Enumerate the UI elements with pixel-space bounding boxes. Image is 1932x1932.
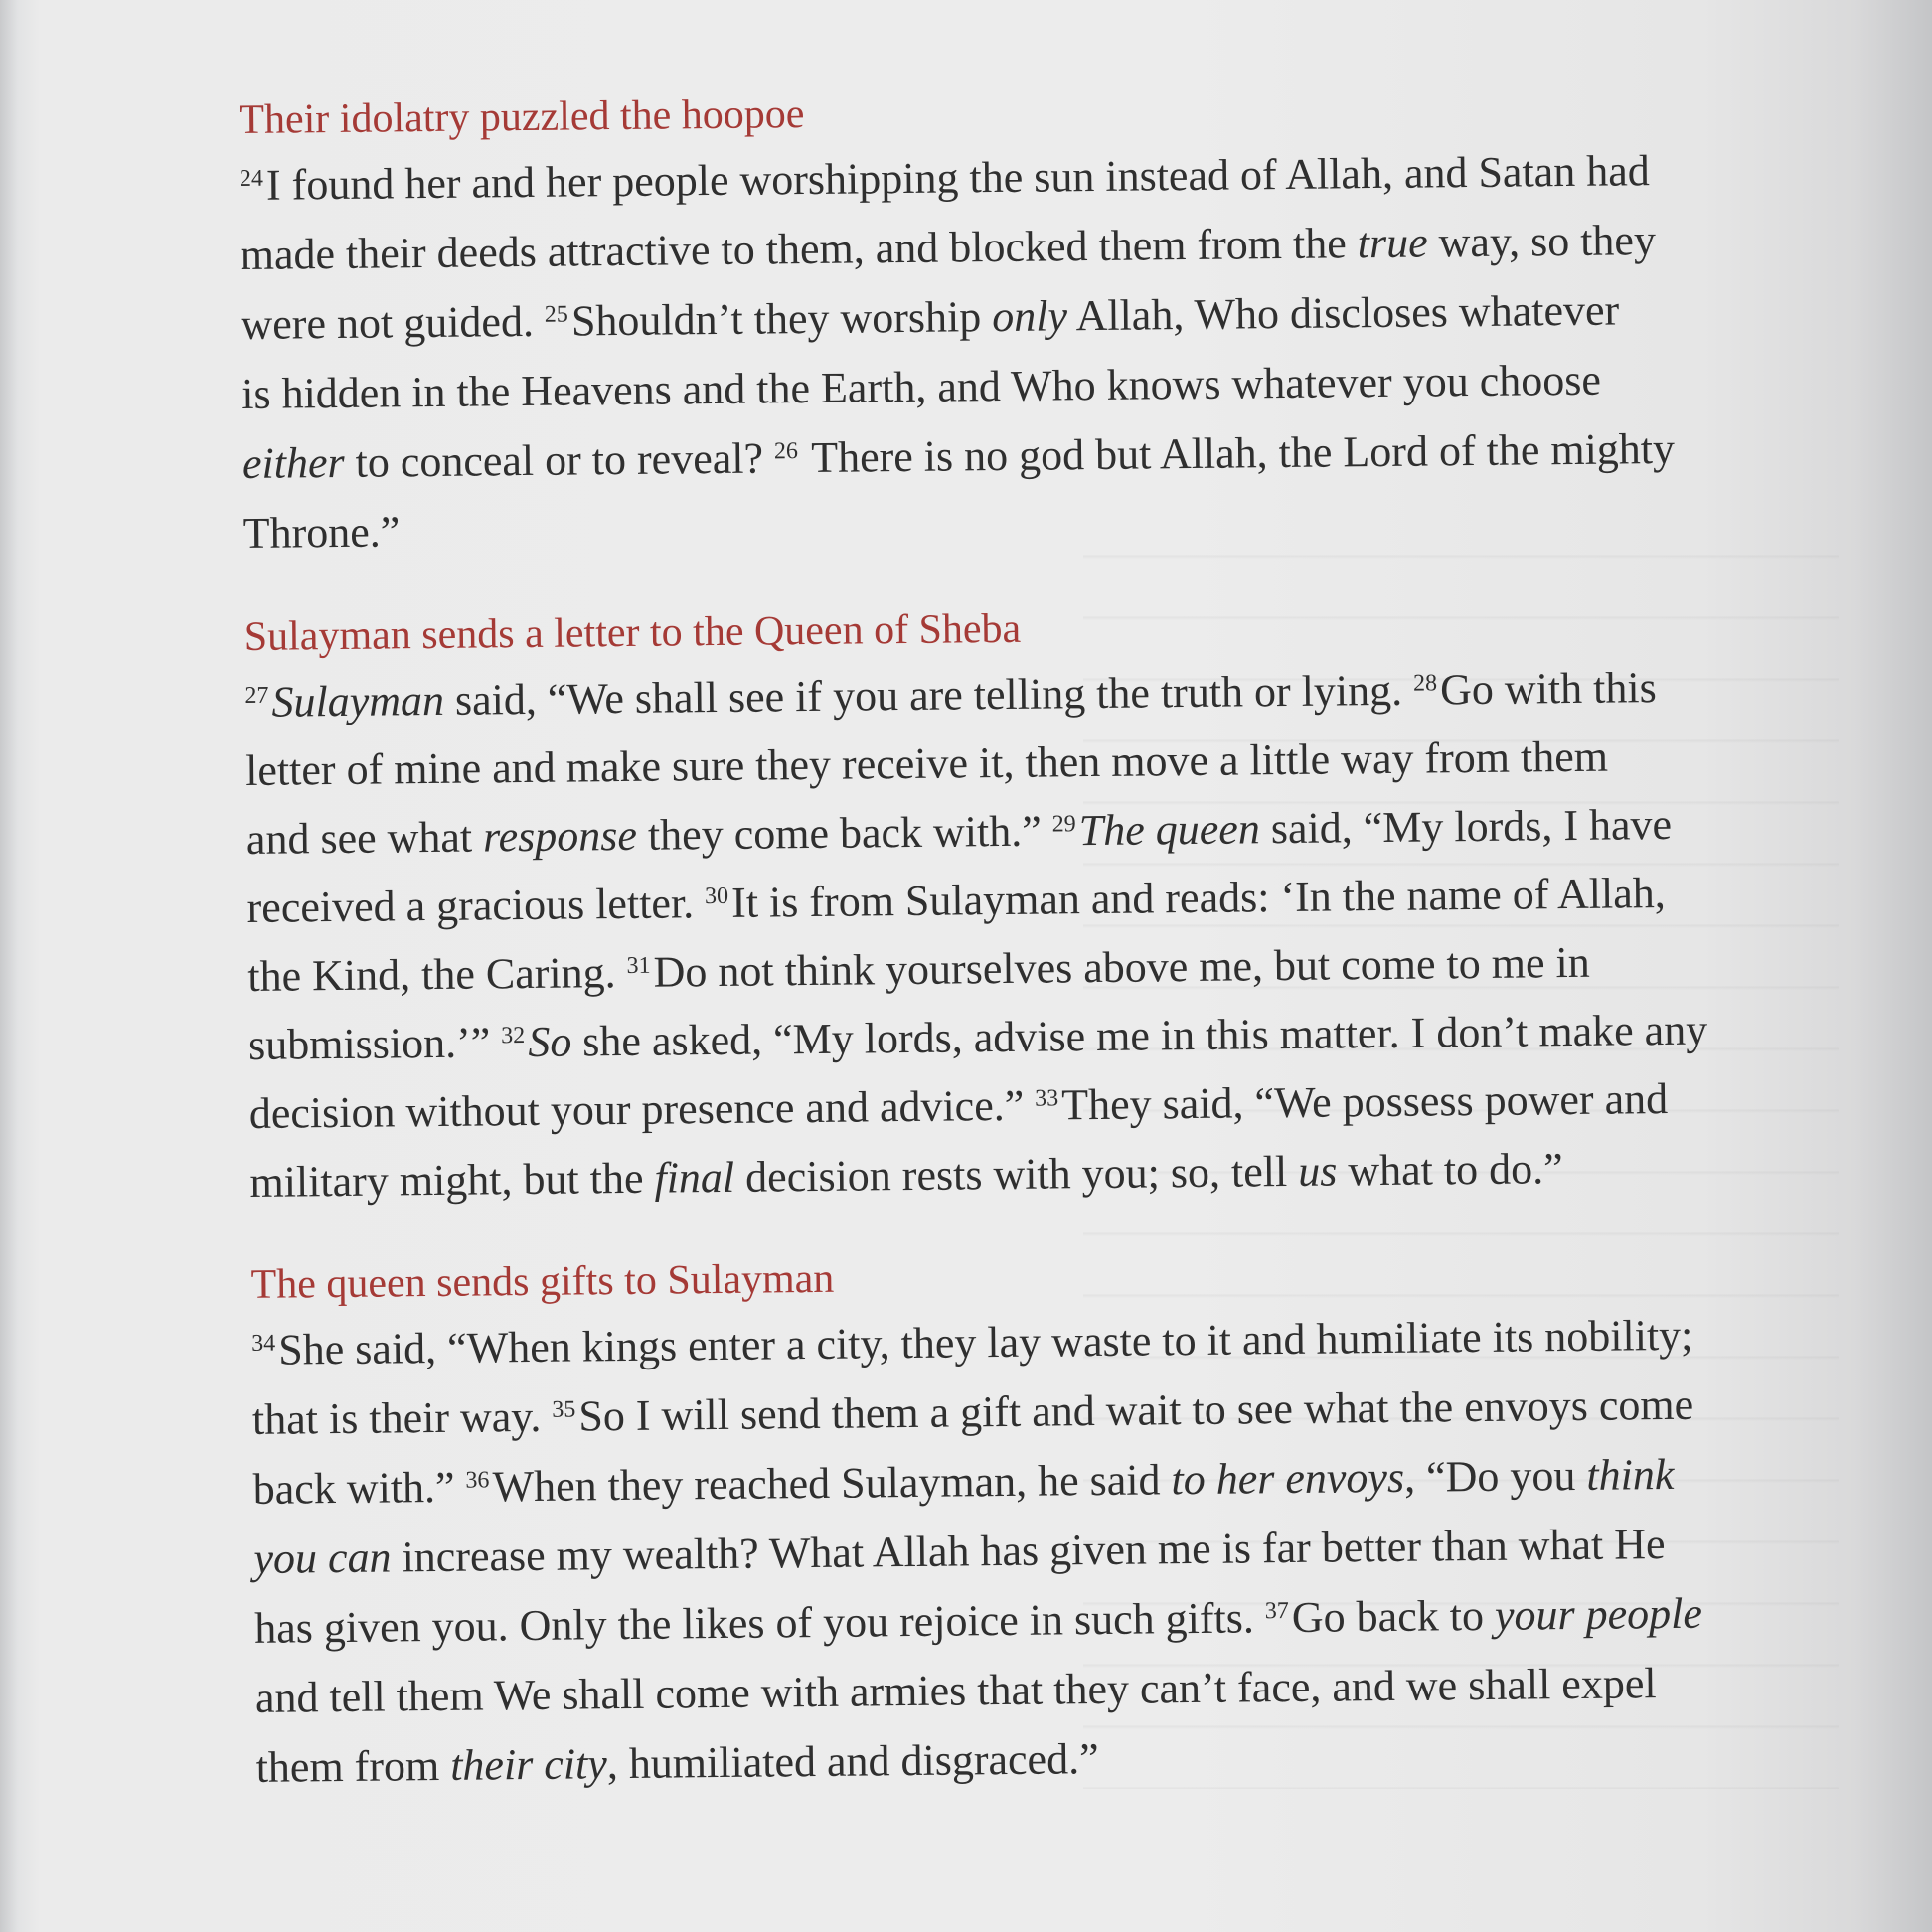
emphasis-text: Sulayman bbox=[271, 675, 445, 726]
text-segment: the Kind, the Caring. bbox=[247, 947, 627, 1001]
emphasis-text: your people bbox=[1494, 1588, 1703, 1640]
verse-number: 27 bbox=[244, 682, 269, 709]
verse-number: 29 bbox=[1051, 811, 1076, 838]
text-segment: Throne.” bbox=[242, 507, 401, 558]
text-segment: There is no god but Allah, the Lord of the mighty bbox=[800, 423, 1676, 483]
emphasis-text: So bbox=[528, 1017, 572, 1067]
text-segment: They said, “We possess power and bbox=[1060, 1073, 1669, 1130]
emphasis-text: response bbox=[482, 810, 638, 862]
text-segment: Go with this bbox=[1439, 663, 1657, 715]
text-segment: When they reached Sulayman, he said bbox=[492, 1455, 1172, 1512]
text-segment: So I will send them a gift and wait to see what the envoys come bbox=[578, 1379, 1694, 1441]
emphasis-text: only bbox=[991, 291, 1068, 342]
text-segment: said, “My lords, I have bbox=[1259, 799, 1673, 854]
emphasis-text: final bbox=[654, 1152, 735, 1203]
verse-number: 28 bbox=[1412, 670, 1438, 697]
verse-number: 26 bbox=[773, 438, 799, 465]
text-segment: increase my wealth? What Allah has given me is far better than what He bbox=[391, 1520, 1666, 1582]
text-segment: She said, “When kings enter a city, they lay waste to it and humiliate its nobility; bbox=[278, 1310, 1693, 1374]
emphasis-text: their city bbox=[449, 1739, 608, 1790]
text-segment: Shouldn’t they worship bbox=[570, 292, 993, 346]
text-segment: Go back to bbox=[1291, 1590, 1496, 1642]
text-segment: , “Do you bbox=[1403, 1450, 1587, 1502]
text-segment: Allah, Who discloses whatever bbox=[1066, 285, 1620, 341]
verse-number: 35 bbox=[552, 1396, 576, 1423]
emphasis-text: The queen bbox=[1078, 804, 1261, 856]
emphasis-text: think bbox=[1586, 1449, 1675, 1500]
text-segment: received a gracious letter. bbox=[246, 879, 706, 932]
section-gifts bbox=[250, 1237, 1847, 1803]
text-segment: decision without your presence and advice.” bbox=[248, 1080, 1036, 1138]
text-segment: and tell them We shall come with armies that they can’t face, and we shall expel bbox=[254, 1659, 1657, 1722]
verse-number: 36 bbox=[465, 1467, 490, 1494]
page-content bbox=[239, 73, 1847, 1841]
text-segment: said, “We shall see if you are telling the truth or lying. bbox=[443, 665, 1414, 724]
text-segment: is hidden in the Heavens and the Earth, and Who knows whatever you choose bbox=[241, 355, 1602, 418]
text-segment: military might, but the bbox=[249, 1153, 655, 1207]
section-hoopoe bbox=[239, 73, 1834, 568]
text-segment: Do not think yourselves above me, but come to me in bbox=[653, 937, 1590, 997]
text-segment: way, so they bbox=[1427, 216, 1657, 267]
text-segment: that is their way. bbox=[251, 1391, 553, 1444]
emphasis-text: you can bbox=[253, 1532, 392, 1583]
section-letter bbox=[243, 589, 1840, 1216]
text-segment: to conceal or to reveal? bbox=[344, 433, 775, 487]
section-heading: Their idolatry puzzled the hoopoe bbox=[239, 91, 805, 143]
emphasis-text: to her envoys bbox=[1171, 1452, 1405, 1505]
verse-number: 31 bbox=[626, 952, 651, 979]
verse-number: 30 bbox=[704, 883, 729, 910]
verse-number: 25 bbox=[544, 301, 568, 328]
emphasis-text: either bbox=[242, 437, 345, 488]
verse-number: 34 bbox=[251, 1330, 276, 1357]
section-body bbox=[244, 651, 1841, 1216]
text-segment: them from bbox=[255, 1740, 451, 1792]
verse-number: 33 bbox=[1035, 1085, 1059, 1112]
text-segment: and see what bbox=[245, 812, 484, 864]
verse-number: 37 bbox=[1264, 1598, 1289, 1625]
text-segment: , humiliated and disgraced.” bbox=[606, 1734, 1099, 1789]
text-segment: made their deeds attractive to them, and blocked them from the bbox=[240, 219, 1358, 279]
text-segment: It is from Sulayman and reads: ‘In the name of Allah, bbox=[730, 869, 1666, 927]
text-segment: what to do.” bbox=[1337, 1144, 1563, 1196]
text-segment: letter of mine and make sure they receive it, then move a little way from them bbox=[244, 731, 1609, 795]
text-segment: I found her and her people worshipping the sun instead of Allah, and Satan had bbox=[265, 146, 1650, 210]
text-segment: she asked, “My lords, advise me in this matter. I don’t make any bbox=[571, 1005, 1708, 1066]
section-heading: The queen sends gifts to Sulayman bbox=[250, 1255, 835, 1308]
text-segment: they come back with.” bbox=[636, 806, 1053, 860]
text-segment: decision rests with you; so, tell bbox=[733, 1146, 1299, 1202]
text-segment: has given you. Only the likes of you rejoice in such gifts. bbox=[253, 1593, 1266, 1653]
section-body bbox=[251, 1299, 1847, 1803]
section-heading: Sulayman sends a letter to the Queen of Sheba bbox=[243, 605, 1022, 660]
verse-number: 32 bbox=[501, 1023, 526, 1049]
text-segment: submission.’” bbox=[247, 1018, 502, 1069]
section-body bbox=[240, 134, 1834, 568]
emphasis-text: us bbox=[1297, 1146, 1338, 1196]
verse-number: 24 bbox=[239, 165, 264, 192]
emphasis-text: true bbox=[1357, 218, 1428, 268]
text-segment: were not guided. bbox=[241, 296, 546, 349]
text-segment: back with.” bbox=[252, 1462, 466, 1514]
